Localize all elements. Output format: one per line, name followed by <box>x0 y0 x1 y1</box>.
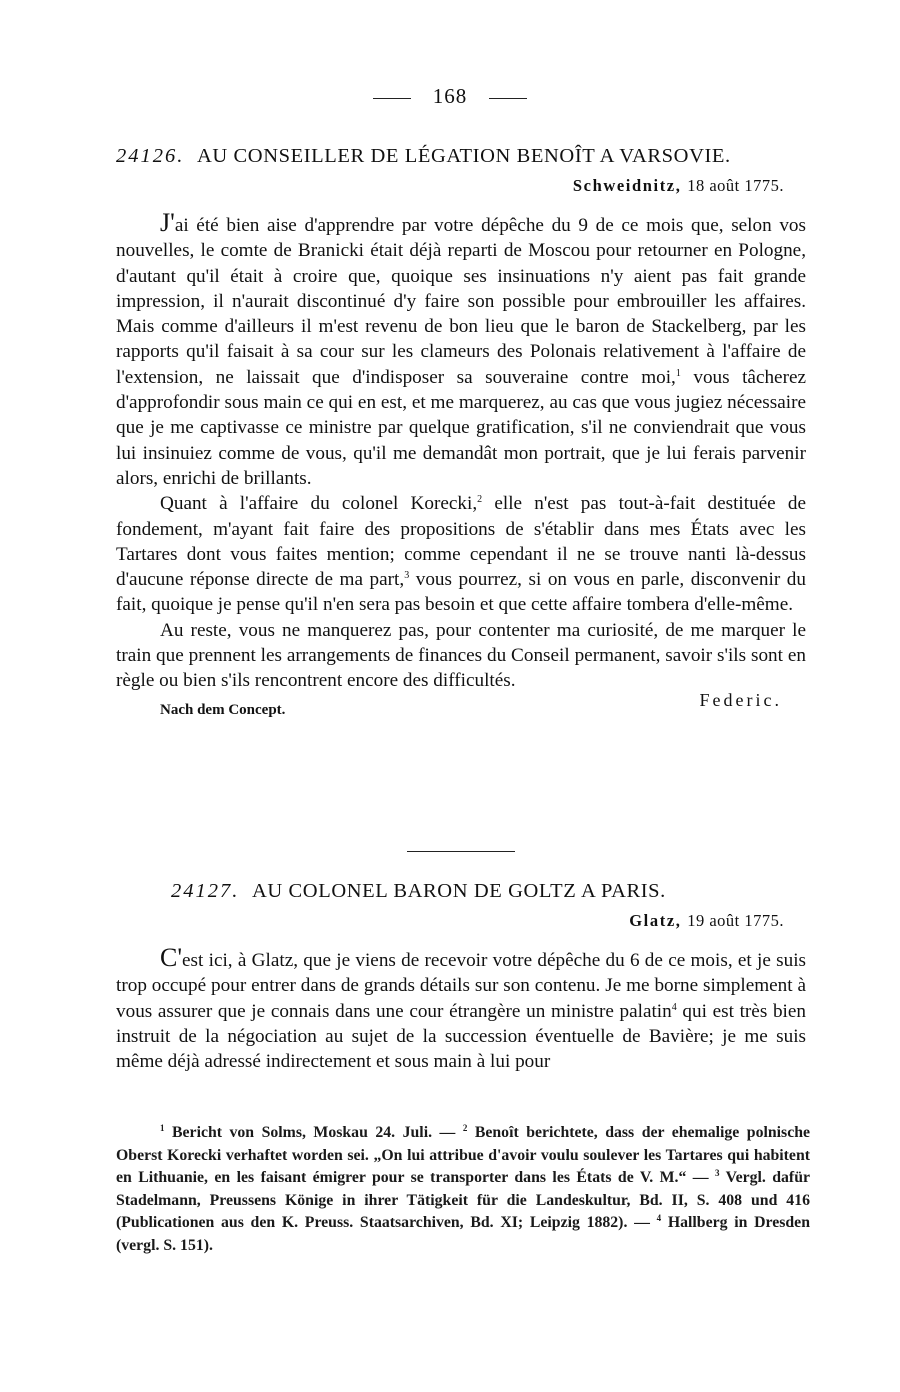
letter-title: AU CONSEILLER DE LÉGATION BENOÎT A VARSOVIE. <box>196 145 731 167</box>
letter-paragraph <box>116 945 806 1074</box>
letter-date: 18 août 1775. <box>687 176 784 195</box>
letter-number: 24127. <box>171 880 240 902</box>
footnotes <box>116 1122 810 1258</box>
letter-24126 <box>116 145 806 720</box>
page-number-dash-left <box>373 98 411 99</box>
paragraph-text: elle n'est pas tout-à-fait destituée de fondement, m'ayant fait faire des propositions de s'établir dans mes États avec les Tartares dont vous faites mention; comme cependant il ne se trouve nanti là-dessus d'aucune réponse directe de ma part, <box>116 493 807 591</box>
footnote-ref: 4 <box>671 1001 677 1013</box>
signature-row <box>116 689 806 720</box>
paragraph-text: C'est ici, à Glatz, que je viens de recevoir votre dépêche du 6 de ce mois, et je suis trop occupé pour entrer dans de grands détails sur son contenu. Je me borne simplement à vous assurer que je connais dans une cour étrangère un ministre palatin <box>116 943 806 1022</box>
section-divider <box>407 851 515 852</box>
paragraph-text: vous tâcherez d'approfondir sous main ce qui en est, et me marquerez, au cas que vous jugiez nécessaire que je me captivasse ce ministre par quelque gratification, s'il ne conviendrait que vous lui insinuiez comme de vous, qu'il me demandât mon portrait, que je lui ferais parvenir alors, enrichi de brillants. <box>116 366 806 489</box>
footnote-text: Bericht von Solms, Moskau 24. Juli. — <box>164 1124 463 1141</box>
paragraph-text: qui est très bien instruit de la négociation au sujet de la succession éventuelle de Bavière; je me suis même déjà adressé indirectement et sous main à lui pour <box>116 1000 806 1073</box>
page-number-text: 168 <box>432 84 468 108</box>
footnote-paragraph <box>116 1122 810 1258</box>
signature: Federic. <box>699 689 782 710</box>
footnote-mark: 2 <box>462 1123 468 1133</box>
footnote-mark: 1 <box>160 1123 165 1133</box>
letter-heading <box>116 880 806 903</box>
paragraph-text: vous pourrez, si on vous en parle, disconvenir du fait, quoique je pense qu'il n'en sera pas besoin et que cette affaire tombera d'elle-même. <box>116 569 806 616</box>
letter-paragraph <box>116 491 806 617</box>
source-note: Nach dem Concept. <box>160 701 286 718</box>
letter-title: AU COLONEL BARON DE GOLTZ A PARIS. <box>251 880 666 902</box>
footnote-mark: 3 <box>714 1168 720 1179</box>
footnote-text: Benoît berichtete, dass der ehemalige polnische Oberst Korecki verhaftet worden sei. „On lui attribue d'avoir voulu soulever les Tartares qui habitent en Lithuanie, en les faisant émigrer pour se transporter dans les États de V. M.“ — <box>116 1124 811 1187</box>
footnote-ref: 3 <box>404 570 410 582</box>
letter-paragraph: Au reste, vous ne manquerez pas, pour contenter ma curiosité, de me marquer le train que prennent les arrangements de finances du Conseil permanent, savoir s'ils sont en règle ou bien s'ils rencontrent encore des difficultés. <box>116 619 806 692</box>
paragraph-text: J'ai été bien aise d'apprendre par votre dépêche du 9 de ce mois que, selon vos nouvelles, le comte de Branicki était déjà reparti de Moscou pour retourner en Pologne, d'autant qu'il était à croire que, quoique ses insinuations n'y aient pas fait grande impression, il n'aurait discontinué d'y faire son possible pour embrouiller les affaires. Mais comme d'ailleurs il m'est revenu de bon lieu que le baron de Stackelberg, par les rapports qu'il faisait à sa cour sur les clameurs des Polonais relativement à l'affaire de l'extension, ne laissait que d'indisposer sa souveraine contre moi, <box>116 208 806 388</box>
letter-place: Schweidnitz, <box>572 176 682 195</box>
paragraph-text: Quant à l'affaire du colonel Korecki, <box>160 493 478 515</box>
letter-number: 24126. <box>116 145 185 167</box>
footnote-text: Hallberg in Dresden (vergl. S. 151). <box>116 1214 810 1254</box>
footnote-ref: 2 <box>477 494 483 506</box>
page-number <box>0 84 900 109</box>
footnote-ref: 1 <box>675 367 681 379</box>
letter-heading <box>116 145 806 168</box>
letter-date: 19 août 1775. <box>687 911 784 930</box>
page-number-dash-right <box>489 98 527 99</box>
letter-place-date <box>116 176 806 196</box>
footnote-mark: 4 <box>656 1213 662 1224</box>
letter-place-date <box>116 911 806 931</box>
letter-paragraph <box>116 210 806 491</box>
footnote-text: Vergl. dafür Stadelmann, Preussens Könige in ihrer Tätigkeit für die Landeskultur, Bd. II, S. 408 und 416 (Publicationen aus den K. Preuss. Staatsarchiven, Bd. XI; Leipzig 1882). — <box>116 1169 810 1232</box>
letter-24127 <box>116 880 806 1074</box>
letter-place: Glatz, <box>629 911 682 930</box>
